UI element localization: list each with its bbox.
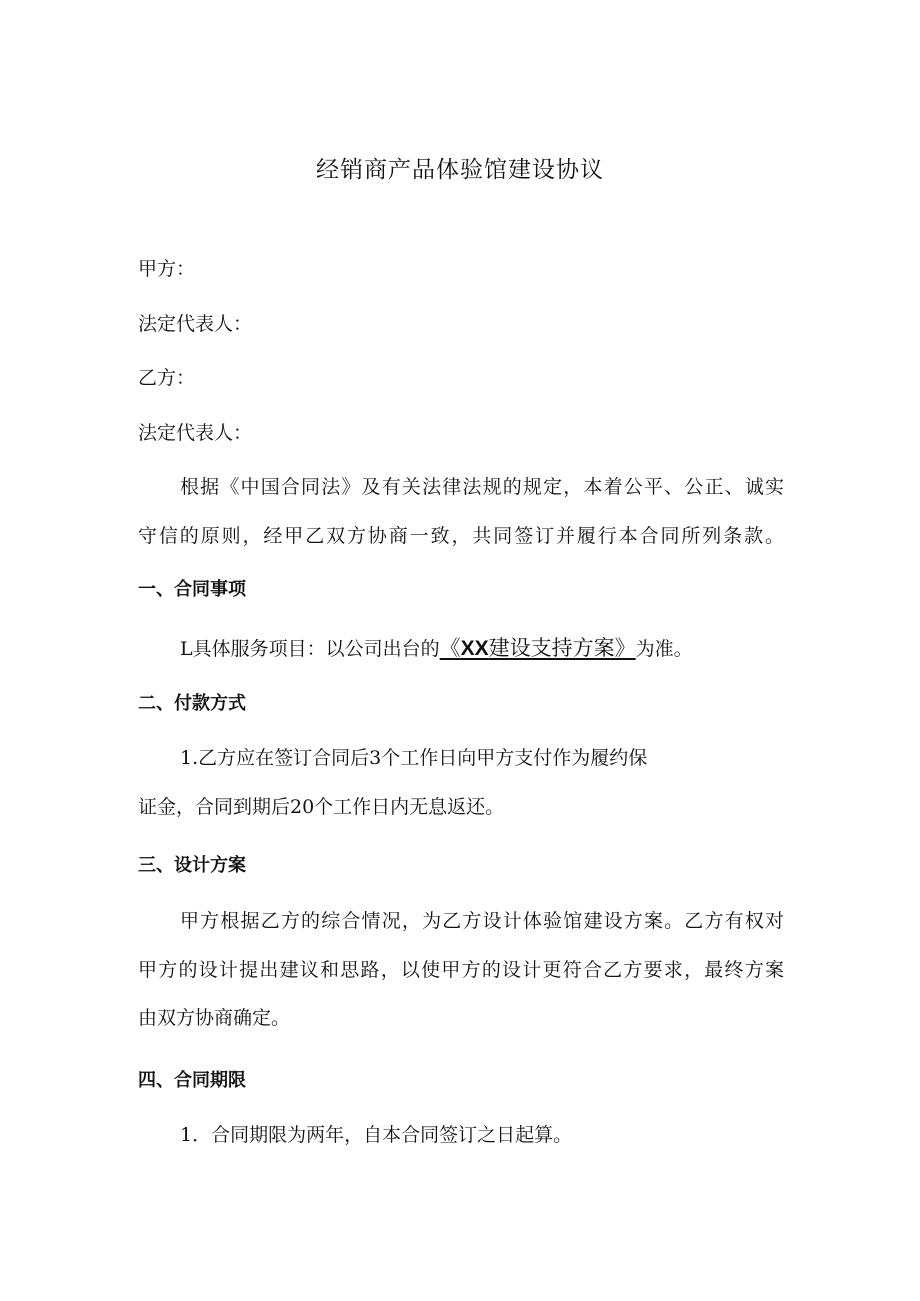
preamble-line-2: 守信的原则，经甲乙双方协商一致，共同签订并履行本合同所列条款。: [138, 525, 784, 547]
party-a-label: 甲方：: [138, 258, 196, 280]
party-b-representative-label: 法定代表人：: [138, 422, 253, 444]
reference-title: 建设支持方案》: [488, 636, 636, 660]
service-item-prefix: L具体服务项目：以公司出台的: [180, 638, 440, 660]
design-line-3: 由双方协商确定。: [138, 1007, 291, 1029]
design-line-1: 甲方根据乙方的综合情况，为乙方设计体验馆建设方案。乙方有权对: [180, 910, 784, 932]
document-title: 经销商产品体验馆建设协议: [316, 157, 604, 183]
section-heading-term: 四、合同期限: [138, 1070, 246, 1091]
support-plan-reference: [440, 636, 636, 660]
party-a-representative-label: 法定代表人：: [138, 313, 253, 335]
party-b-label: 乙方：: [138, 367, 196, 389]
term-line-1: 1．合同期限为两年，自本合同签订之日起算。: [180, 1124, 573, 1146]
design-line-2: 甲方的设计提出建议和思路，以使甲方的设计更符合乙方要求，最终方案: [138, 959, 784, 981]
reference-open-bracket: 《: [439, 636, 461, 660]
section-heading-payment: 二、付款方式: [138, 693, 246, 714]
payment-line-1: 1.乙方应在签订合同后3个工作日向甲方支付作为履约保: [180, 747, 648, 769]
service-item-line: [180, 636, 693, 661]
section-heading-contract-matters: 一、合同事项: [138, 579, 246, 600]
service-item-suffix: 为准。: [635, 638, 693, 660]
preamble-line-1: 根据《中国合同法》及有关法律法规的规定，本着公平、公正、诚实: [180, 476, 784, 498]
reference-xx: XX: [460, 637, 489, 660]
section-heading-design: 三、设计方案: [138, 855, 246, 876]
payment-line-2: 证金，合同到期后20个工作日内无息返还。: [138, 796, 505, 818]
